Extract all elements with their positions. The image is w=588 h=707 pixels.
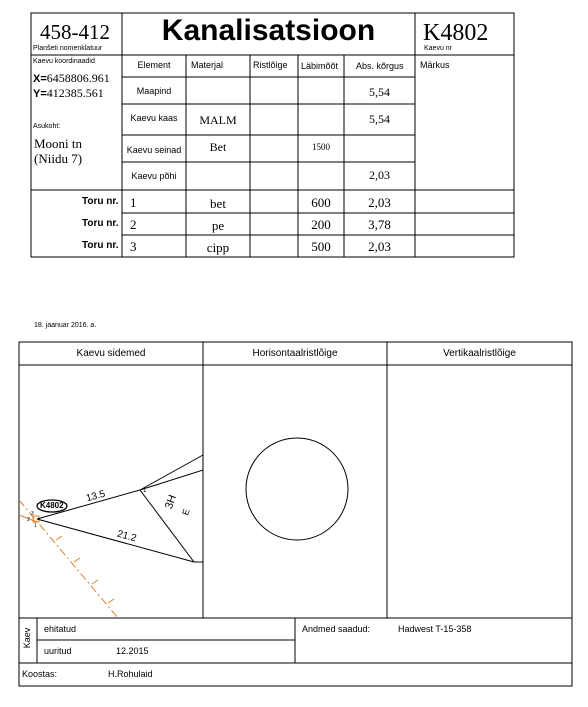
sheet-number: 458-412 <box>40 20 110 44</box>
coord-x-label: X= <box>33 73 47 85</box>
sheet-label: Planšeti nomenklatuur <box>33 45 103 52</box>
well-tag-label: K4802 <box>40 501 64 510</box>
row-diameter: 1500 <box>312 142 330 152</box>
built-label: ehitatud <box>44 624 77 634</box>
building-outline <box>140 470 203 562</box>
pipe-diameter: 600 <box>311 195 331 210</box>
author-label: Koostas: <box>22 669 58 679</box>
address-label: Asukoht: <box>33 123 61 130</box>
well-id: K4802 <box>423 20 489 46</box>
coords-label: Kaevu koordinaadid <box>33 58 95 65</box>
house-number-label: 3H <box>162 493 180 511</box>
row-element: Kaevu kaas <box>130 113 178 123</box>
page-title: Kanalisatsioon <box>161 14 376 47</box>
col-header-diameter: Läbimõõt <box>301 61 339 71</box>
node-label: 3 <box>31 511 34 517</box>
pipe-abs: 2,03 <box>368 195 391 210</box>
row-element: Maapind <box>136 86 172 96</box>
pipe-material: pe <box>211 218 225 233</box>
pipe-hatch <box>56 536 114 603</box>
corner-node-label: 1 <box>143 488 147 494</box>
col-header-cross: Ristlõige <box>253 60 288 70</box>
panel-title-links: Kaevu sidemed <box>76 348 146 359</box>
surveyed-label: uuritud <box>44 646 72 656</box>
coord-y-value: 412385.561 <box>46 86 104 100</box>
panel-title-vertical: Vertikaalristlõige <box>443 348 516 359</box>
pipe-number: 1 <box>130 195 137 210</box>
pipe-abs: 3,78 <box>368 217 391 232</box>
row-abs: 5,54 <box>369 112 390 126</box>
panel-title-horizontal: Horisontaalristlõige <box>252 348 338 359</box>
house-letter-label: E <box>180 507 192 517</box>
col-header-material: Materjal <box>191 60 224 70</box>
row-material: MALM <box>199 113 237 127</box>
pipe-line <box>19 500 118 618</box>
pipe-number: 2 <box>130 217 137 232</box>
coord-y-label: Y= <box>33 88 47 100</box>
source-value: Hadwest T-15-358 <box>398 624 472 634</box>
tie-line-2 <box>37 519 194 562</box>
pipe-number: 3 <box>130 239 137 254</box>
pipe-diameter: 500 <box>311 239 331 254</box>
surveyed-date: 12.2015 <box>116 646 149 656</box>
row-element: Kaevu seinad <box>126 145 182 155</box>
node-label: 2 <box>27 517 30 523</box>
col-header-element: Element <box>137 60 171 70</box>
source-label: Andmed saadud: <box>302 624 371 634</box>
coord-x-value: 6458806.961 <box>46 71 110 85</box>
footer-side-label: Kaev <box>22 627 32 649</box>
pipe-label: Toru nr. <box>82 218 119 229</box>
pipe-abs: 2,03 <box>368 239 391 254</box>
distance-label-2: 21.2 <box>115 528 138 545</box>
well-id-label: Kaevu nr <box>424 45 453 52</box>
pipe-label: Toru nr. <box>82 240 119 251</box>
address-line1: Mooni tn <box>34 136 83 151</box>
row-abs: 5,54 <box>369 85 390 99</box>
address-line2: (Niidu 7) <box>34 151 83 166</box>
distance-label-1: 13.5 <box>84 488 107 505</box>
node-label: 1 <box>34 523 37 529</box>
col-header-notes: Märkus <box>420 60 450 70</box>
well-cross-section-circle <box>246 438 348 540</box>
row-abs: 2,03 <box>369 168 390 182</box>
row-element: Kaevu põhi <box>131 171 177 181</box>
pipe-material: cipp <box>206 240 230 255</box>
pipe-material: bet <box>210 196 226 211</box>
row-material: Bet <box>209 140 227 154</box>
col-header-abs: Abs. kõrgus <box>356 61 404 71</box>
pipe-label: Toru nr. <box>82 196 119 207</box>
pipe-diameter: 200 <box>311 217 331 232</box>
author-value: H.Rohulaid <box>108 669 153 679</box>
date-line: 18. jaanuar 2016. a. <box>34 322 97 329</box>
